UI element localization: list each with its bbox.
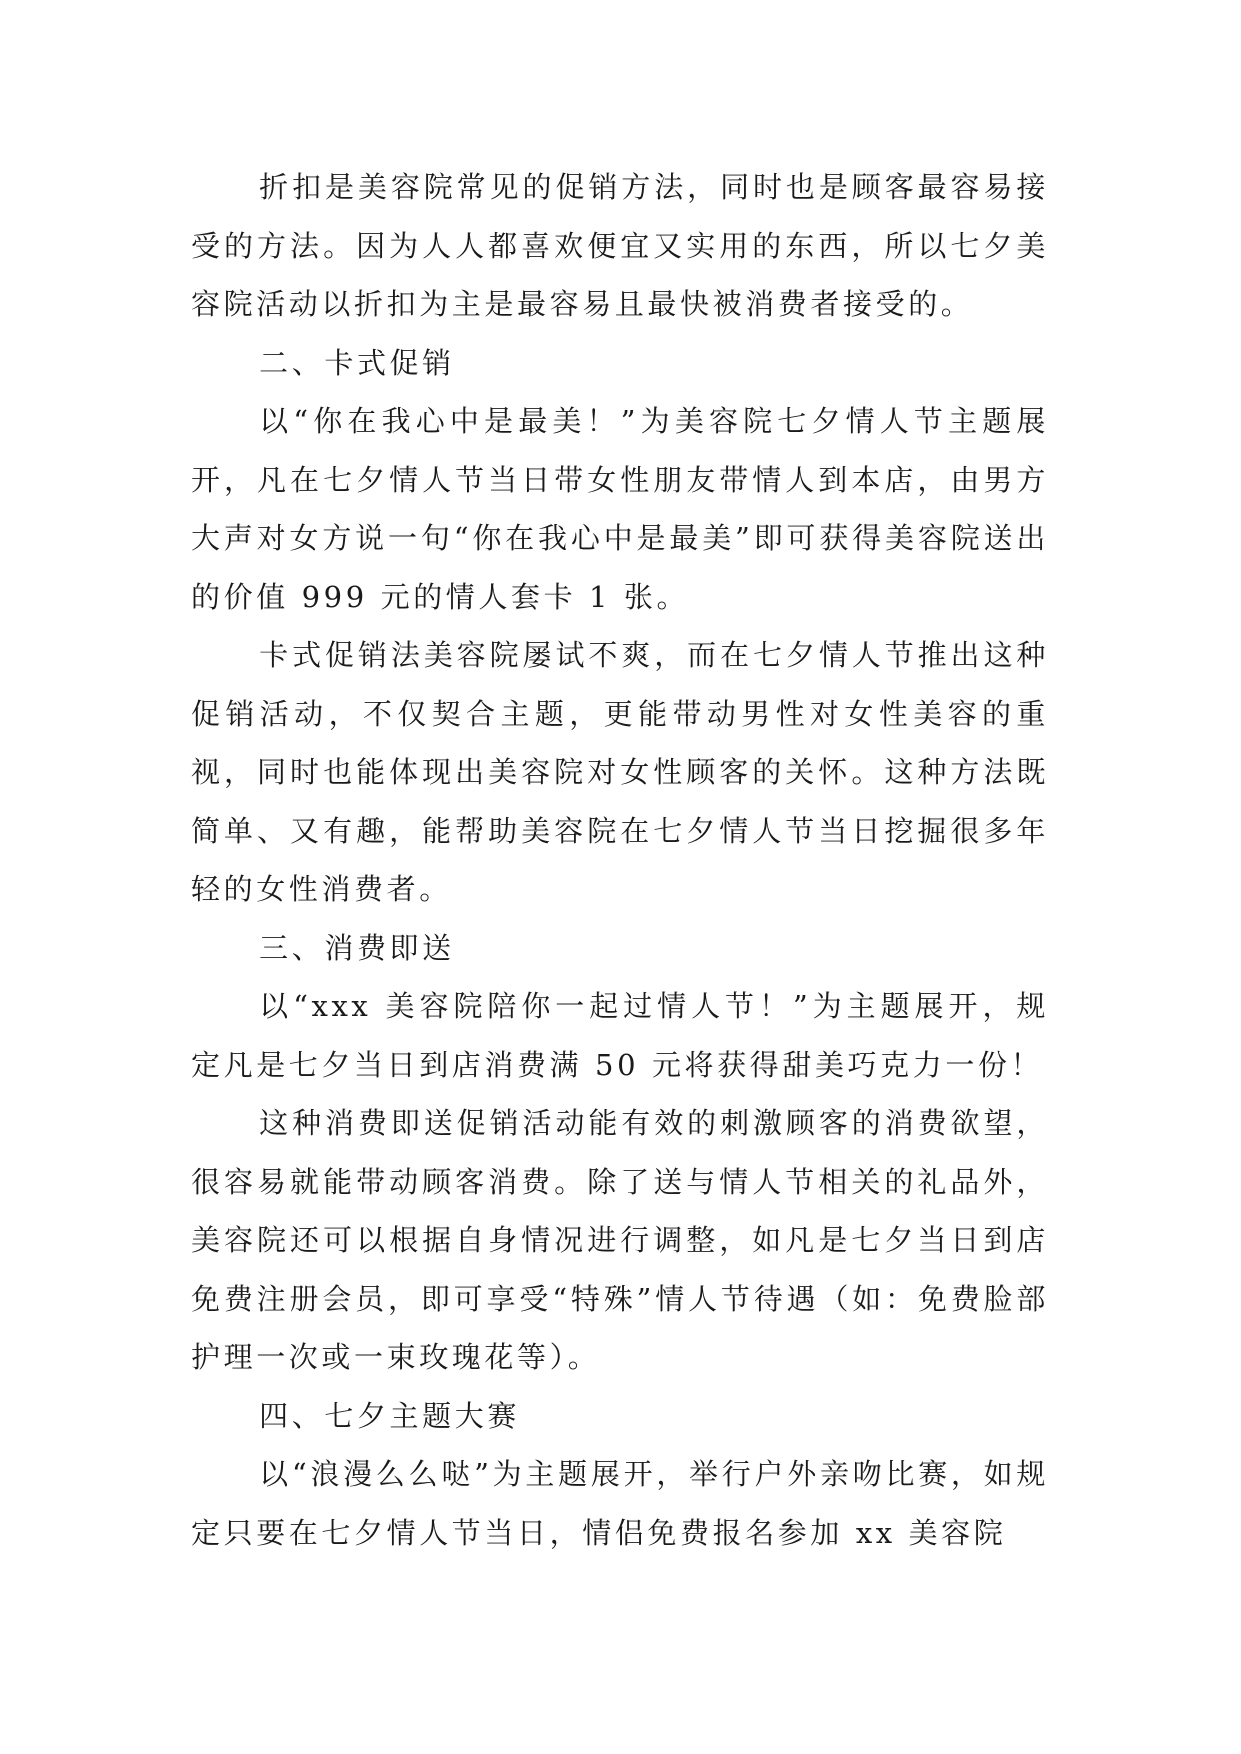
paragraph-spend-and-get-theme: 以“xxx 美容院陪你一起过情人节！”为主题展开，规定凡是七夕当日到店消费满 50 元将获得甜美巧克力一份！ bbox=[191, 989, 1049, 1082]
section-heading-qixi-contest: 四、七夕主题大赛 bbox=[259, 1398, 520, 1433]
paragraph-card-promotion-theme: 以“你在我心中是最美！”为美容院七夕情人节主题展开，凡在七夕情人节当日带女性朋友带情人到本店，由男方大声对女方说一句“你在我心中是最美”即可获得美容院送出的价值 999 元的情人套卡 1 张。 bbox=[191, 404, 1049, 614]
paragraph-qixi-contest: 以“浪漫么么哒”为主题展开，举行户外亲吻比赛，如规定只要在七夕情人节当日，情侣免费报名参加 xx 美容院 bbox=[191, 1457, 1049, 1550]
paragraph-spend-and-get-benefits: 这种消费即送促销活动能有效的刺激顾客的消费欲望，很容易就能带动顾客消费。除了送与情人节相关的礼品外，美容院还可以根据自身情况进行调整，如凡是七夕当日到店免费注册会员，即可享受“特殊”情人节待遇（如：免费脸部护理一次或一束玫瑰花等）。 bbox=[191, 1106, 1049, 1374]
document-body bbox=[191, 158, 1049, 1562]
section-heading-spend-and-get: 三、消费即送 bbox=[259, 930, 455, 965]
paragraph-discount: 折扣是美容院常见的促销方法，同时也是顾客最容易接受的方法。因为人人都喜欢便宜又实用的东西，所以七夕美容院活动以折扣为主是最容易且最快被消费者接受的。 bbox=[191, 170, 1049, 321]
paragraph-card-promotion-benefits: 卡式促销法美容院屡试不爽，而在七夕情人节推出这种促销活动，不仅契合主题，更能带动男性对女性美容的重视，同时也能体现出美容院对女性顾客的关怀。这种方法既简单、又有趣，能帮助美容院在七夕情人节当日挖掘很多年轻的女性消费者。 bbox=[191, 638, 1049, 906]
section-heading-card-promotion: 二、卡式促销 bbox=[259, 345, 455, 380]
